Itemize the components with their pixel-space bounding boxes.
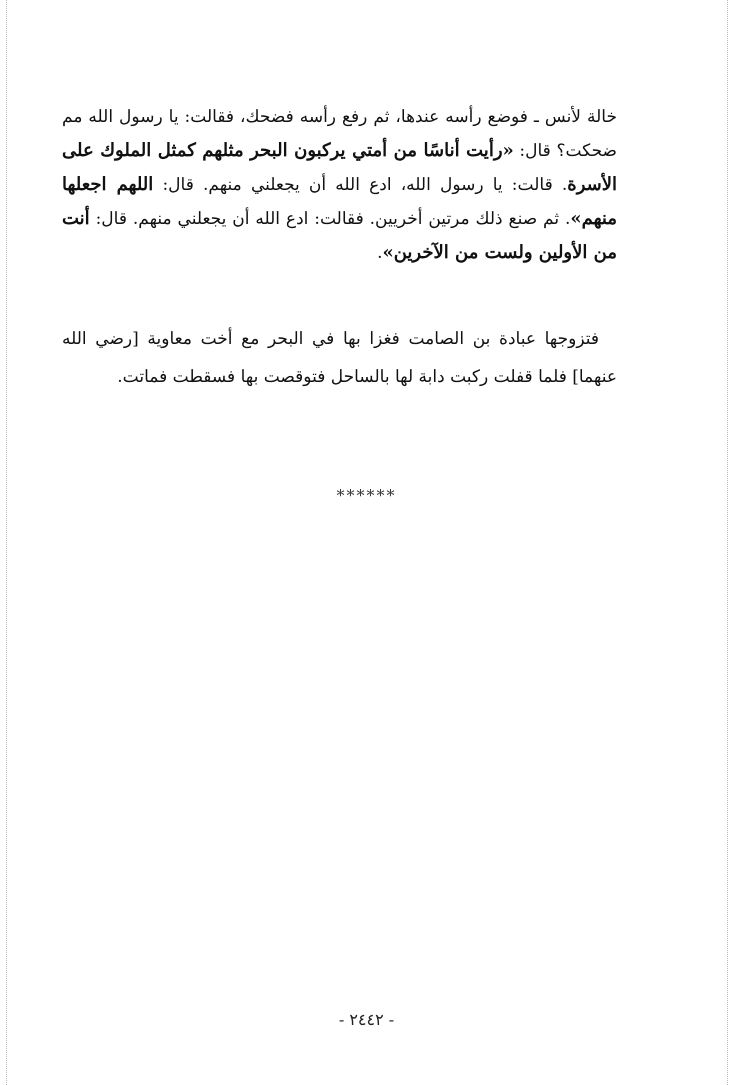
narration-text: خالة لأنس ـ فوضع رأسه عندها، ثم رفع رأسه فضحك، فقالت: يا رسول الله مم ضحكت؟ قال: (62, 107, 617, 161)
left-margin-guide (6, 0, 7, 1085)
paragraph-narrative (62, 320, 617, 396)
hadith-quote: اللهم اجعلها منهم» (62, 174, 617, 229)
paragraph-hadith (62, 100, 617, 270)
section-separator: ****** (336, 486, 397, 505)
hadith-quote: «رأيت أناسًا من أمتي يركبون البحر مثلهم كمثل الملوك على الأسرة (62, 140, 617, 195)
right-margin-guide (727, 0, 728, 1085)
narrative-text: فتزوجها عبادة بن الصامت فغزا بها في البحر مع أخت معاوية [رضي الله عنهما] فلما قفلت ركبت دابة لها بالساحل فتوقصت بها فسقطت فماتت. (62, 329, 617, 387)
narration-text: . قالت: يا رسول الله، ادع الله أن يجعلني منهم. قال: (153, 175, 568, 195)
narration-text: . ثم صنع ذلك مرتين أخريين. فقالت: ادع الله أن يجعلني منهم. قال: (89, 209, 571, 229)
sentence-end: . (377, 243, 383, 263)
hadith-quote: أنت من الأولين ولست من الآخرين» (62, 208, 617, 263)
page-number: - ٢٤٤٢ - (338, 1010, 395, 1029)
